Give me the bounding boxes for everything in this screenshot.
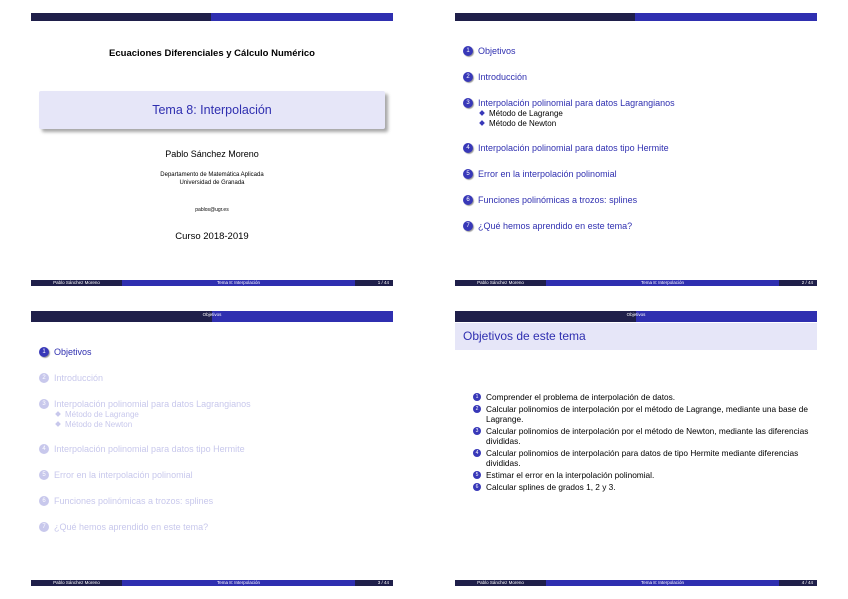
- toc-item-splines[interactable]: [463, 194, 813, 205]
- toc-subitem-label: Método de Lagrange: [489, 108, 563, 118]
- toc-item-label: Introducción: [54, 372, 104, 383]
- footer-title: Tema 8: Interpolación: [122, 580, 355, 586]
- course-year: Curso 2018-2019: [175, 231, 249, 242]
- toc-item-label: Introducción: [478, 71, 528, 82]
- toc-number-badge: 5: [463, 169, 473, 179]
- toc-number-badge: 6: [463, 195, 473, 205]
- number-bullet-icon: 1: [473, 393, 481, 401]
- diamond-bullet-icon: [479, 110, 485, 116]
- toc-item-label: Interpolación polinomial para datos Lagrangianos: [54, 398, 251, 409]
- objective-text: Calcular polinomios de interpolación para datos de tipo Hermite mediante diferencias divididas.: [486, 448, 799, 468]
- toc-number-badge: 4: [463, 143, 473, 153]
- list-item: [473, 470, 813, 480]
- section-toc: [39, 346, 389, 532]
- list-item: [473, 392, 813, 402]
- objective-text: Comprender el problema de interpolación de datos.: [486, 392, 676, 402]
- toc-subitem-label: Método de Newton: [65, 419, 133, 429]
- author-name: Pablo Sánchez Moreno: [165, 149, 259, 159]
- toc-subitem-newton[interactable]: [39, 419, 389, 429]
- department: [31, 171, 393, 187]
- objective-text: Calcular splines de grados 1, 2 y 3.: [486, 482, 616, 492]
- title-box: [39, 91, 385, 129]
- footer-author: Pablo Sánchez Moreno: [455, 580, 546, 586]
- diamond-bullet-icon: [479, 120, 485, 126]
- toc-number-badge: 7: [463, 221, 473, 231]
- toc-item-label: Interpolación polinomial para datos tipo Hermite: [54, 443, 245, 454]
- section-label: Objetivos: [202, 312, 222, 317]
- toc-number-badge: 6: [39, 496, 49, 506]
- toc-subitem-lagrange[interactable]: [39, 409, 389, 419]
- diamond-bullet-icon: [55, 411, 61, 417]
- toc-item-aprendido[interactable]: [463, 220, 813, 231]
- toc-number-badge: 2: [463, 72, 473, 82]
- toc-number-badge: 5: [39, 470, 49, 480]
- footer-author: Pablo Sánchez Moreno: [31, 280, 122, 286]
- table-of-contents: [463, 45, 813, 231]
- toc-number-badge: 3: [39, 399, 49, 409]
- toc-number-badge: 4: [39, 444, 49, 454]
- objective-text: Estimar el error en la interpolación polinomial.: [486, 470, 655, 480]
- toc-subitem-lagrange[interactable]: [463, 108, 813, 118]
- footer-page: 4 / 44: [779, 580, 817, 586]
- toc-number-badge: 7: [39, 522, 49, 532]
- toc-subitem-label: Método de Newton: [489, 118, 557, 128]
- lecture-title: Tema 8: Interpolación: [152, 103, 272, 117]
- toc-subitem-label: Método de Lagrange: [65, 409, 139, 419]
- footer-title: Tema 8: Interpolación: [122, 280, 355, 286]
- footer-page: 3 / 44: [355, 580, 393, 586]
- toc-number-badge: 3: [463, 98, 473, 108]
- toc-item-label: Error en la interpolación polinomial: [54, 469, 193, 480]
- toc-item-objetivos[interactable]: [463, 45, 813, 56]
- section-bar: [31, 311, 393, 322]
- footer: [31, 580, 393, 586]
- toc-item-lagrangianos[interactable]: [463, 97, 813, 108]
- footer-title: Tema 8: Interpolación: [546, 280, 779, 286]
- number-bullet-icon: 2: [473, 405, 481, 413]
- toc-item-label: ¿Qué hemos aprendido en este tema?: [478, 220, 633, 231]
- toc-item-error[interactable]: [39, 469, 389, 480]
- toc-subitem-newton[interactable]: [463, 118, 813, 128]
- section-label: Objetivos: [626, 312, 646, 317]
- section-bar: [455, 311, 817, 322]
- toc-item-lagrangianos[interactable]: [39, 398, 389, 409]
- toc-item-label: Funciones polinómicas a trozos: splines: [54, 495, 214, 506]
- toc-number-badge: 1: [39, 347, 49, 357]
- slide-section-objetivos: [31, 311, 393, 586]
- footer-author: Pablo Sánchez Moreno: [455, 280, 546, 286]
- number-bullet-icon: 3: [473, 427, 481, 435]
- toc-item-splines[interactable]: [39, 495, 389, 506]
- course-name: Ecuaciones Diferenciales y Cálculo Numérico: [109, 48, 315, 59]
- toc-item-hermite[interactable]: [463, 142, 813, 153]
- objective-text: Calcular polinomios de interpolación por el método de Lagrange, mediante una base de Lagrange.: [486, 404, 808, 424]
- toc-item-label: Interpolación polinomial para datos Lagrangianos: [478, 97, 675, 108]
- list-item: [473, 404, 813, 424]
- objective-text: Calcular polinomios de interpolación por el método de Newton, mediante las diferencias divididas.: [486, 426, 809, 446]
- toc-item-error[interactable]: [463, 168, 813, 179]
- footer-page: 2 / 44: [779, 280, 817, 286]
- footer-page: 1 / 44: [355, 280, 393, 286]
- number-bullet-icon: 5: [473, 471, 481, 479]
- author-email[interactable]: pablos@ugr.es: [195, 207, 229, 213]
- toc-item-objetivos[interactable]: [39, 346, 389, 357]
- top-bar: [31, 13, 393, 21]
- slide-toc: [455, 11, 817, 286]
- objectives-list: [473, 392, 813, 494]
- number-bullet-icon: 4: [473, 449, 481, 457]
- list-item: [473, 448, 813, 468]
- toc-item-introduccion[interactable]: [463, 71, 813, 82]
- toc-item-label: Funciones polinómicas a trozos: splines: [478, 194, 638, 205]
- toc-item-label: Error en la interpolación polinomial: [478, 168, 617, 179]
- toc-item-label: Interpolación polinomial para datos tipo Hermite: [478, 142, 669, 153]
- footer: [455, 580, 817, 586]
- toc-item-introduccion[interactable]: [39, 372, 389, 383]
- dept-line-2: Universidad de Granada: [179, 180, 245, 186]
- toc-number-badge: 1: [463, 46, 473, 56]
- toc-item-label: Objetivos: [54, 346, 92, 357]
- toc-item-label: ¿Qué hemos aprendido en este tema?: [54, 521, 209, 532]
- list-item: [473, 482, 813, 492]
- number-bullet-icon: 6: [473, 483, 481, 491]
- toc-item-aprendido[interactable]: [39, 521, 389, 532]
- footer: [455, 280, 817, 286]
- footer: [31, 280, 393, 286]
- top-bar: [455, 13, 817, 21]
- footer-author: Pablo Sánchez Moreno: [31, 580, 122, 586]
- diamond-bullet-icon: [55, 421, 61, 427]
- list-item: [473, 426, 813, 446]
- dept-line-1: Departamento de Matemática Aplicada: [160, 172, 264, 178]
- toc-item-label: Objetivos: [478, 45, 516, 56]
- slide-title: [31, 11, 393, 286]
- slide-objetivos: [455, 311, 817, 586]
- footer-title: Tema 8: Interpolación: [546, 580, 779, 586]
- frame-title: Objetivos de este tema: [455, 323, 817, 350]
- toc-item-hermite[interactable]: [39, 443, 389, 454]
- toc-number-badge: 2: [39, 373, 49, 383]
